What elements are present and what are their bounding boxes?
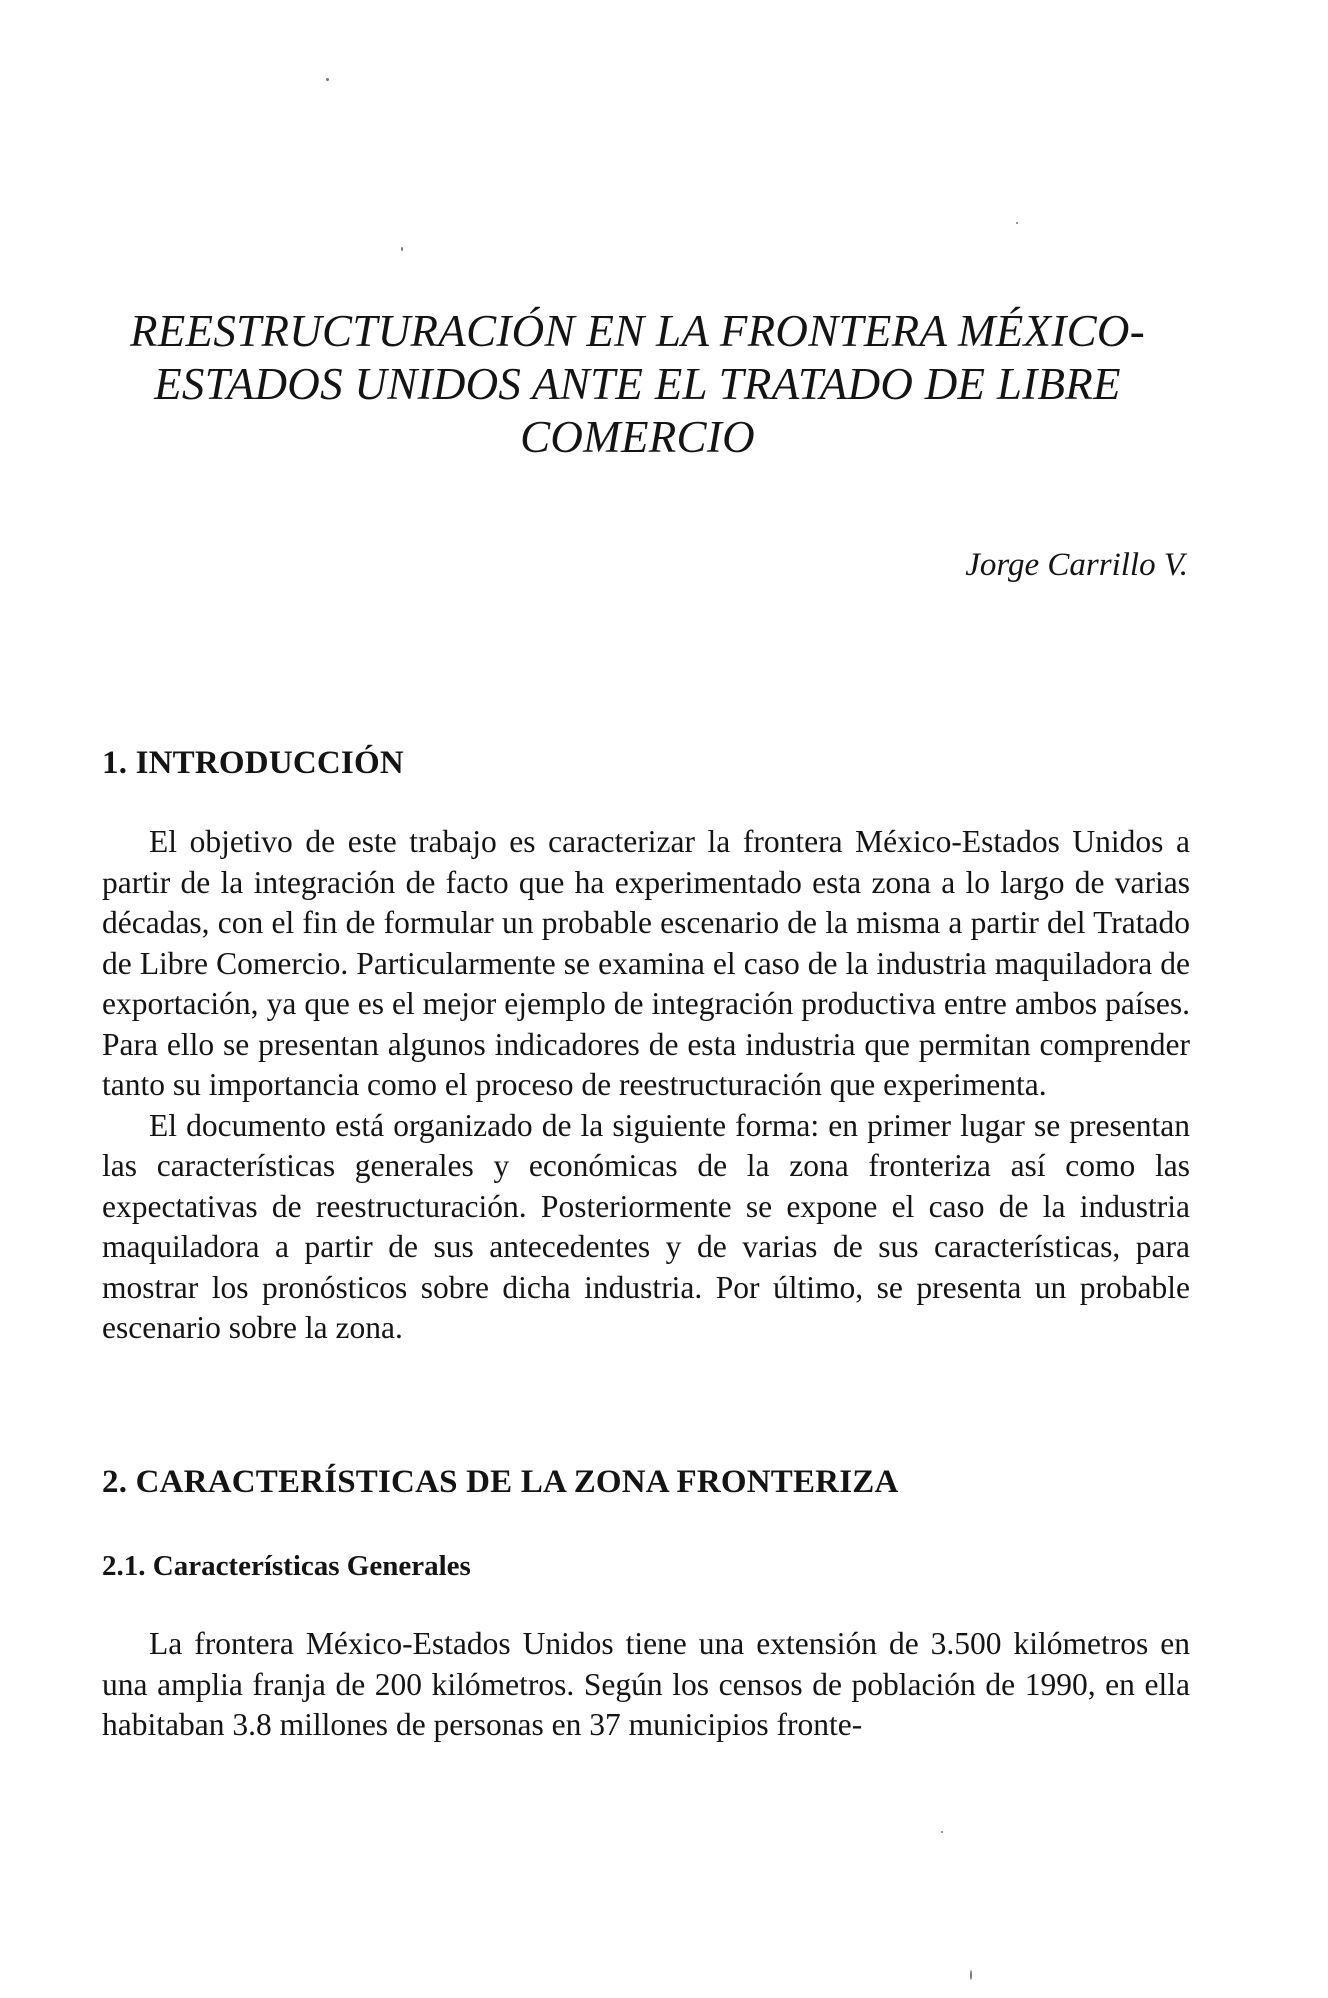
scan-speck — [970, 1970, 972, 1980]
section-heading-introduccion: 1. INTRODUCCIÓN — [102, 745, 404, 781]
document-title — [120, 305, 1155, 464]
title-line: COMERCIO — [520, 412, 755, 462]
scan-speck — [326, 78, 329, 81]
title-line: REESTRUCTURACIÓN EN LA FRONTERA MÉXICO- — [129, 306, 1145, 356]
scan-speck — [941, 1831, 943, 1833]
author-name: Jorge Carrillo V. — [965, 547, 1188, 583]
paragraph: La frontera México-Estados Unidos tiene una extensión de 3.500 kilómetros en una amplia franja de 200 kilómetros. Según los censos de población de 1990, en ella habitaban 3.8 millones de personas en 37 municipios fronte- — [102, 1626, 1190, 1742]
introduccion-body — [102, 822, 1190, 1349]
scan-speck — [1016, 222, 1018, 224]
caracteristicas-body — [102, 1624, 1190, 1746]
section-heading-caracteristicas: 2. CARACTERÍSTICAS DE LA ZONA FRONTERIZA — [102, 1464, 899, 1500]
scan-speck — [401, 247, 403, 251]
paragraph: El objetivo de este trabajo es caracterizar la frontera México-Estados Unidos a partir de la integración de facto que ha experimentado esta zona a lo largo de varias décadas, con el fin de formular un probable escenario de la misma a partir del Tratado de Libre Comercio. Particularmente se examina el caso de la industria maquiladora de exportación, ya que es el mejor ejemplo de integración productiva entre ambos países. Para ello se presentan algunos indicadores de esta industria que permitan comprender tanto su importancia como el proceso de reestructuración que experimenta. — [102, 824, 1190, 1102]
paragraph: El documento está organizado de la siguiente forma: en primer lugar se presentan las características generales y económicas de la zona fronteriza así como las expectativas de reestructuración. Posteriormente se expone el caso de la industria maquiladora a partir de sus antecedentes y de varias de sus características, para mostrar los pronósticos sobre dicha industria. Por último, se presenta un probable escenario sobre la zona. — [102, 1107, 1190, 1345]
subsection-heading-generales: 2.1. Características Generales — [102, 1550, 471, 1582]
title-line: ESTADOS UNIDOS ANTE EL TRATADO DE LIBRE — [154, 359, 1121, 409]
